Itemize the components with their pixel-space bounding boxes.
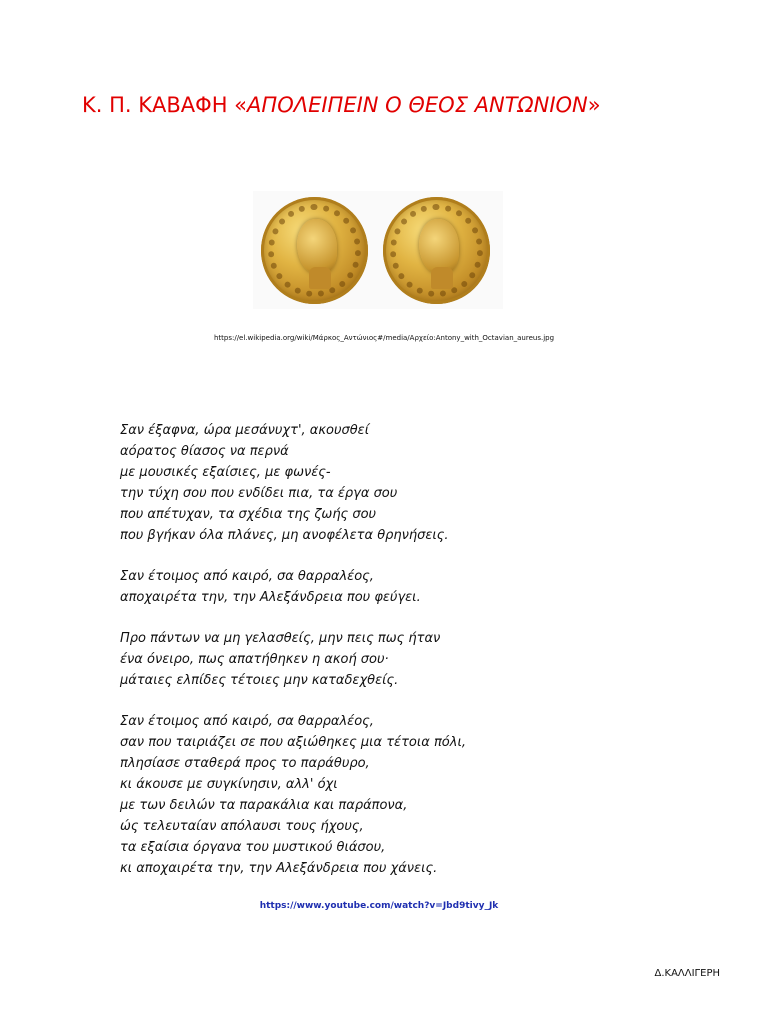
poem-line: Σαν έτοιμος από καιρό, σα θαρραλέος, <box>120 569 374 584</box>
document-title <box>82 93 601 117</box>
title-prefix: Κ. Π. ΚΑΒΑΦΗ « <box>82 93 248 117</box>
poem-line: κι αποχαιρέτα την, την Αλεξάνδρεια που χάνεις. <box>120 861 438 876</box>
poem-line: με των δειλών τα παρακάλια και παράπονα, <box>120 798 408 813</box>
poem-line: πλησίασε σταθερά προς το παράθυρο, <box>120 756 370 771</box>
image-source-caption: https://el.wikipedia.org/wiki/Μάρκος_Αντώνιος#/media/Αρχείο:Antony_with_Octavian_aureus.jpg <box>213 334 555 342</box>
poem-line: κι άκουσε με συγκίνησιν, αλλ' όχι <box>120 777 338 792</box>
poem-line: ένα όνειρο, πως απατήθηκεν η ακοή σου· <box>120 652 389 667</box>
poem-line: τα εξαίσια όργανα του μυστικού θιάσου, <box>120 840 386 855</box>
poem-line: Σαν έτοιμος από καιρό, σα θαρραλέος, <box>120 714 374 729</box>
antony-coin-image <box>261 197 368 304</box>
poem-stanza <box>120 628 680 691</box>
poem-text <box>120 420 680 899</box>
coins-image <box>253 191 503 309</box>
poem-line: αόρατος θίασος να περνά <box>120 444 289 459</box>
poem-stanza <box>120 711 680 879</box>
title-poem-name: ΑΠΟΛΕΙΠΕΙΝ Ο ΘΕΟΣ ΑΝΤΩΝΙΟΝ <box>247 93 588 117</box>
poem-line: που βγήκαν όλα πλάνες, μη ανοφέλετα θρηνήσεις. <box>120 528 449 543</box>
poem-line: με μουσικές εξαίσιες, με φωνές- <box>120 465 331 480</box>
poem-line: ώς τελευταίαν απόλαυσι τους ήχους, <box>120 819 364 834</box>
youtube-link[interactable]: https://www.youtube.com/watch?v=Jbd9tivy_Jk <box>259 901 499 911</box>
poem-line: μάταιες ελπίδες τέτοιες μην καταδεχθείς. <box>120 673 399 688</box>
poem-line: αποχαιρέτα την, την Αλεξάνδρεια που φεύγει. <box>120 590 421 605</box>
poem-stanza <box>120 566 680 608</box>
poem-line: την τύχη σου που ενδίδει πια, τα έργα σου <box>120 486 398 501</box>
poem-line: Προ πάντων να μη γελασθείς, μην πεις πως ήταν <box>120 631 441 646</box>
poem-stanza <box>120 420 680 546</box>
poem-line: Σαν έξαφνα, ώρα μεσάνυχτ', ακουσθεί <box>120 423 370 438</box>
title-suffix: » <box>587 93 601 117</box>
author-name: Δ.ΚΑΛΛΙΓΕΡΗ <box>654 968 720 979</box>
poem-line: σαν που ταιριάζει σε που αξιώθηκες μια τέτοια πόλι, <box>120 735 466 750</box>
poem-line: που απέτυχαν, τα σχέδια της ζωής σου <box>120 507 377 522</box>
octavian-coin-image <box>383 197 490 304</box>
